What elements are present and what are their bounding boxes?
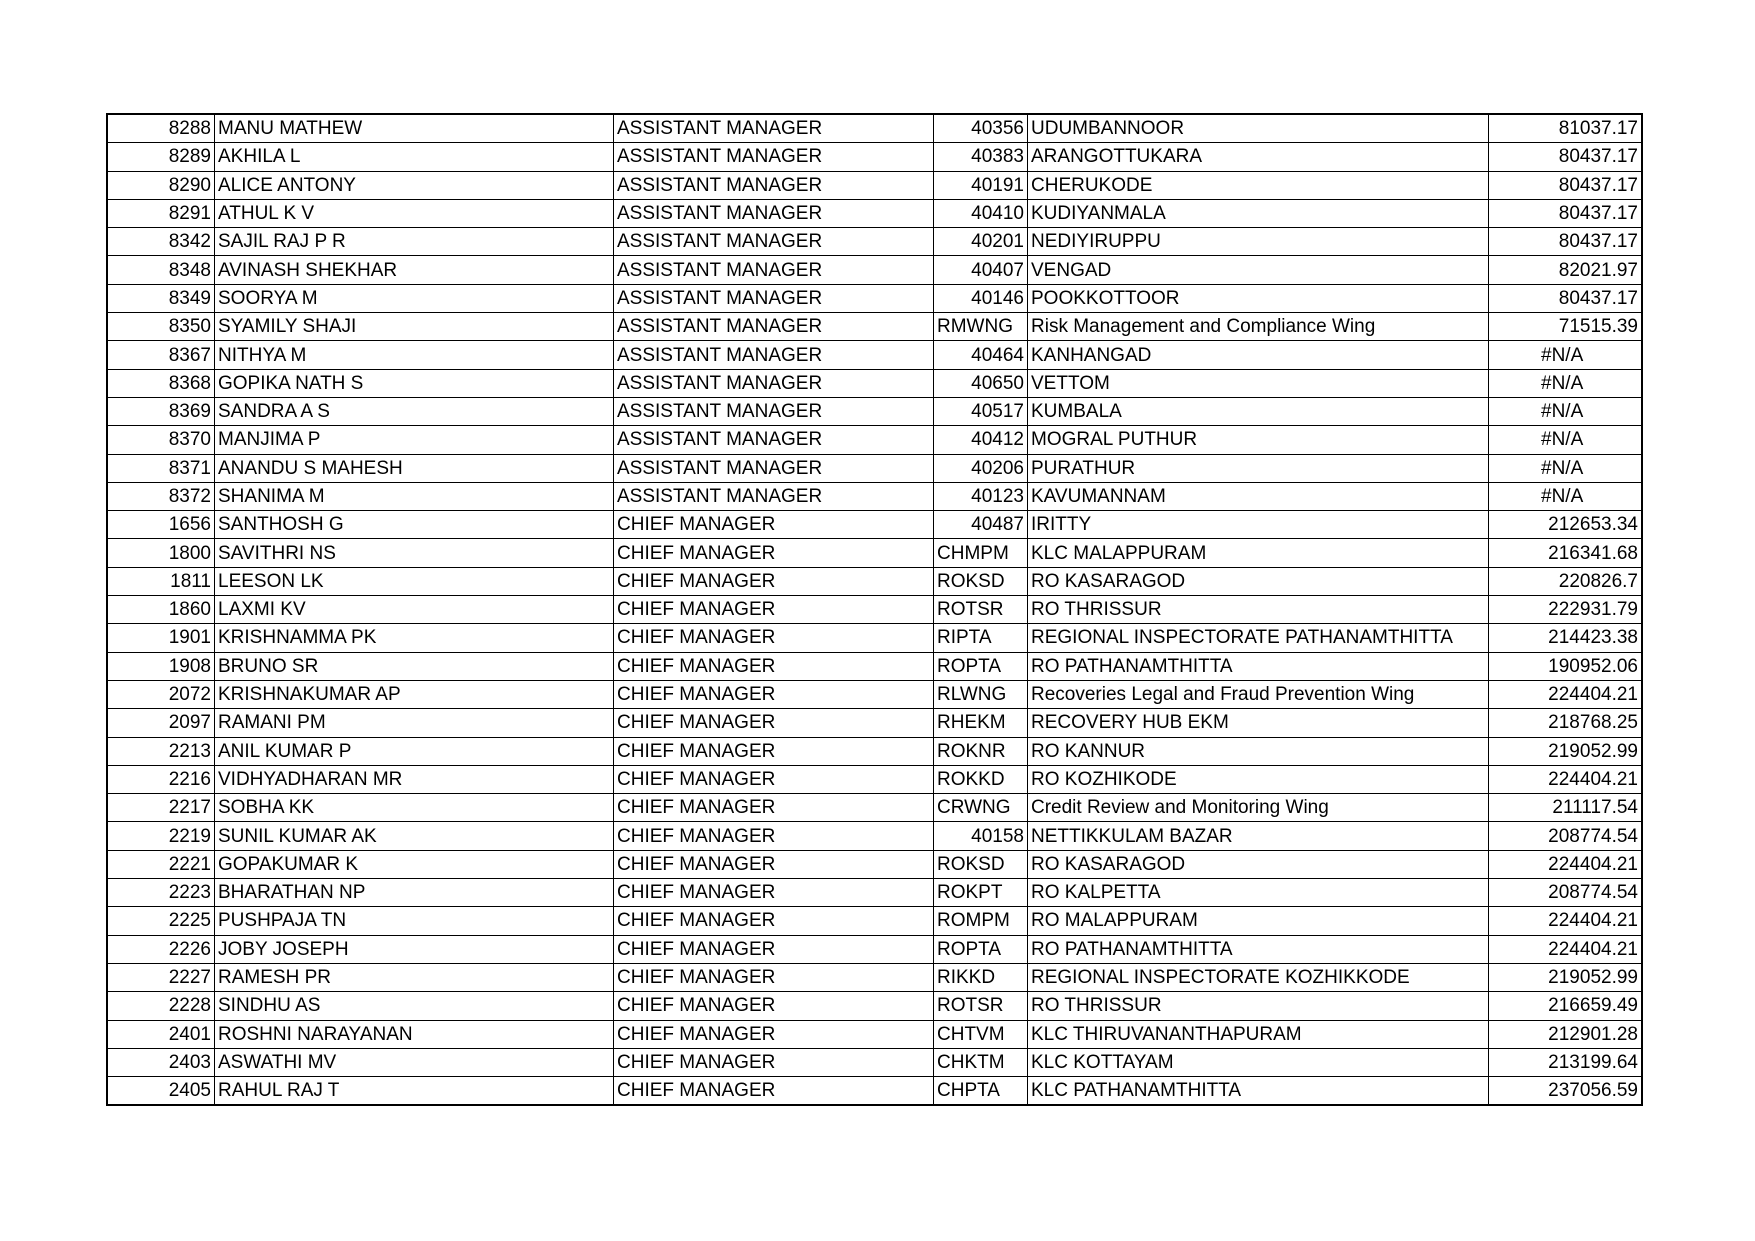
employee-id-cell: 1908 [107,652,215,680]
employee-id-cell: 8348 [107,256,215,284]
office-name-cell: RO THRISSUR [1028,992,1489,1020]
employee-id-cell: 8342 [107,228,215,256]
employee-id-cell: 2225 [107,907,215,935]
designation-cell: ASSISTANT MANAGER [614,341,934,369]
table-row [107,199,1642,227]
table-row [107,907,1642,935]
office-code-cell: 40158 [934,822,1028,850]
table-row [107,794,1642,822]
amount-cell: #N/A [1489,341,1643,369]
employee-id-cell: 8370 [107,426,215,454]
employee-name-cell: SANTHOSH G [215,511,614,539]
amount-cell: 224404.21 [1489,850,1643,878]
table-row [107,482,1642,510]
employee-id-cell: 2219 [107,822,215,850]
office-name-cell: RECOVERY HUB EKM [1028,709,1489,737]
employee-name-cell: PUSHPAJA TN [215,907,614,935]
designation-cell: ASSISTANT MANAGER [614,426,934,454]
amount-cell: 216659.49 [1489,992,1643,1020]
employee-name-cell: NITHYA M [215,341,614,369]
employee-name-cell: KRISHNAMMA PK [215,624,614,652]
office-name-cell: POOKKOTTOOR [1028,284,1489,312]
employee-id-cell: 1800 [107,539,215,567]
office-name-cell: IRITTY [1028,511,1489,539]
office-name-cell: RO KASARAGOD [1028,567,1489,595]
amount-cell: 80437.17 [1489,171,1643,199]
designation-cell: CHIEF MANAGER [614,596,934,624]
designation-cell: CHIEF MANAGER [614,822,934,850]
office-name-cell: KLC PATHANAMTHITTA [1028,1077,1489,1106]
amount-cell: 224404.21 [1489,907,1643,935]
employee-name-cell: AVINASH SHEKHAR [215,256,614,284]
employee-name-cell: GOPIKA NATH S [215,369,614,397]
amount-cell: 214423.38 [1489,624,1643,652]
table-row [107,822,1642,850]
office-code-cell: 40407 [934,256,1028,284]
office-code-cell: 40517 [934,397,1028,425]
designation-cell: CHIEF MANAGER [614,737,934,765]
employee-name-cell: ASWATHI MV [215,1048,614,1076]
office-code-cell: 40650 [934,369,1028,397]
employee-name-cell: SUNIL KUMAR AK [215,822,614,850]
office-name-cell: RO PATHANAMTHITTA [1028,935,1489,963]
office-name-cell: CHERUKODE [1028,171,1489,199]
employee-id-cell: 2097 [107,709,215,737]
office-code-cell: 40383 [934,143,1028,171]
employee-id-cell: 8289 [107,143,215,171]
employee-name-cell: SOORYA M [215,284,614,312]
employee-name-cell: LAXMI KV [215,596,614,624]
employee-name-cell: BRUNO SR [215,652,614,680]
designation-cell: CHIEF MANAGER [614,1020,934,1048]
employee-name-cell: GOPAKUMAR K [215,850,614,878]
table-row [107,397,1642,425]
office-name-cell: KLC KOTTAYAM [1028,1048,1489,1076]
employee-id-cell: 2405 [107,1077,215,1106]
employee-id-cell: 8291 [107,199,215,227]
table-row [107,624,1642,652]
designation-cell: CHIEF MANAGER [614,907,934,935]
table-row [107,426,1642,454]
office-name-cell: NEDIYIRUPPU [1028,228,1489,256]
office-code-cell: ROPTA [934,652,1028,680]
designation-cell: ASSISTANT MANAGER [614,482,934,510]
office-name-cell: Risk Management and Compliance Wing [1028,313,1489,341]
employee-name-cell: SHANIMA M [215,482,614,510]
office-name-cell: VENGAD [1028,256,1489,284]
employee-id-cell: 2226 [107,935,215,963]
employee-name-cell: ATHUL K V [215,199,614,227]
employee-id-cell: 8367 [107,341,215,369]
employee-name-cell: SAJIL RAJ P R [215,228,614,256]
table-row [107,1048,1642,1076]
office-name-cell: PURATHUR [1028,454,1489,482]
amount-cell: 237056.59 [1489,1077,1643,1106]
amount-cell: 80437.17 [1489,143,1643,171]
amount-cell: 212901.28 [1489,1020,1643,1048]
employee-id-cell: 1901 [107,624,215,652]
employee-id-cell: 8372 [107,482,215,510]
table-row [107,935,1642,963]
amount-cell: #N/A [1489,397,1643,425]
employee-name-cell: MANU MATHEW [215,114,614,143]
designation-cell: CHIEF MANAGER [614,539,934,567]
employee-id-cell: 8369 [107,397,215,425]
designation-cell: CHIEF MANAGER [614,709,934,737]
table-row [107,596,1642,624]
employee-name-cell: ROSHNI NARAYANAN [215,1020,614,1048]
employee-id-cell: 2223 [107,879,215,907]
designation-cell: CHIEF MANAGER [614,680,934,708]
designation-cell: ASSISTANT MANAGER [614,143,934,171]
employee-id-cell: 2227 [107,963,215,991]
amount-cell: 208774.54 [1489,822,1643,850]
table-row [107,143,1642,171]
amount-cell: #N/A [1489,426,1643,454]
office-code-cell: ROTSR [934,992,1028,1020]
amount-cell: 80437.17 [1489,284,1643,312]
amount-cell: 208774.54 [1489,879,1643,907]
designation-cell: CHIEF MANAGER [614,567,934,595]
table-row [107,284,1642,312]
employee-id-cell: 2401 [107,1020,215,1048]
amount-cell: 81037.17 [1489,114,1643,143]
office-code-cell: RLWNG [934,680,1028,708]
employee-id-cell: 2216 [107,765,215,793]
employee-id-cell: 2072 [107,680,215,708]
table-row [107,1020,1642,1048]
office-name-cell: KUMBALA [1028,397,1489,425]
amount-cell: 71515.39 [1489,313,1643,341]
office-code-cell: RMWNG [934,313,1028,341]
employee-id-cell: 2221 [107,850,215,878]
office-name-cell: RO KOZHIKODE [1028,765,1489,793]
designation-cell: ASSISTANT MANAGER [614,256,934,284]
amount-cell: 224404.21 [1489,935,1643,963]
table-row [107,850,1642,878]
office-code-cell: ROKPT [934,879,1028,907]
designation-cell: CHIEF MANAGER [614,624,934,652]
office-name-cell: RO KALPETTA [1028,879,1489,907]
office-name-cell: NETTIKKULAM BAZAR [1028,822,1489,850]
amount-cell: 190952.06 [1489,652,1643,680]
office-name-cell: MOGRAL PUTHUR [1028,426,1489,454]
amount-cell: #N/A [1489,454,1643,482]
office-code-cell: ROKSD [934,850,1028,878]
employee-id-cell: 8371 [107,454,215,482]
amount-cell: #N/A [1489,482,1643,510]
employee-id-cell: 8288 [107,114,215,143]
amount-cell: 82021.97 [1489,256,1643,284]
employee-id-cell: 1656 [107,511,215,539]
office-code-cell: ROMPM [934,907,1028,935]
employee-id-cell: 2403 [107,1048,215,1076]
table-row [107,709,1642,737]
office-code-cell: 40410 [934,199,1028,227]
office-code-cell: 40412 [934,426,1028,454]
table-row [107,652,1642,680]
employee-id-cell: 2213 [107,737,215,765]
employee-id-cell: 2228 [107,992,215,1020]
office-name-cell: KANHANGAD [1028,341,1489,369]
office-name-cell: UDUMBANNOOR [1028,114,1489,143]
office-code-cell: 40191 [934,171,1028,199]
amount-cell: #N/A [1489,369,1643,397]
employee-table [106,113,1643,1106]
employee-name-cell: ANIL KUMAR P [215,737,614,765]
employee-name-cell: SOBHA KK [215,794,614,822]
office-name-cell: Credit Review and Monitoring Wing [1028,794,1489,822]
office-name-cell: RO THRISSUR [1028,596,1489,624]
amount-cell: 80437.17 [1489,199,1643,227]
employee-id-cell: 8349 [107,284,215,312]
table-row [107,737,1642,765]
office-name-cell: REGIONAL INSPECTORATE KOZHIKKODE [1028,963,1489,991]
designation-cell: ASSISTANT MANAGER [614,114,934,143]
employee-table-body [107,114,1642,1105]
table-row [107,454,1642,482]
office-code-cell: CHMPM [934,539,1028,567]
office-code-cell: CHTVM [934,1020,1028,1048]
office-code-cell: ROKSD [934,567,1028,595]
designation-cell: ASSISTANT MANAGER [614,454,934,482]
designation-cell: ASSISTANT MANAGER [614,199,934,227]
employee-name-cell: AKHILA L [215,143,614,171]
table-row [107,313,1642,341]
table-row [107,879,1642,907]
office-name-cell: KUDIYANMALA [1028,199,1489,227]
employee-name-cell: ALICE ANTONY [215,171,614,199]
employee-name-cell: BHARATHAN NP [215,879,614,907]
office-code-cell: 40206 [934,454,1028,482]
designation-cell: CHIEF MANAGER [614,935,934,963]
office-name-cell: ARANGOTTUKARA [1028,143,1489,171]
office-code-cell: 40146 [934,284,1028,312]
designation-cell: CHIEF MANAGER [614,511,934,539]
office-name-cell: RO PATHANAMTHITTA [1028,652,1489,680]
amount-cell: 211117.54 [1489,794,1643,822]
table-row [107,992,1642,1020]
employee-id-cell: 8368 [107,369,215,397]
designation-cell: CHIEF MANAGER [614,850,934,878]
amount-cell: 218768.25 [1489,709,1643,737]
designation-cell: CHIEF MANAGER [614,1077,934,1106]
designation-cell: CHIEF MANAGER [614,879,934,907]
office-code-cell: ROTSR [934,596,1028,624]
amount-cell: 224404.21 [1489,680,1643,708]
amount-cell: 216341.68 [1489,539,1643,567]
employee-id-cell: 1811 [107,567,215,595]
office-code-cell: CRWNG [934,794,1028,822]
amount-cell: 222931.79 [1489,596,1643,624]
employee-id-cell: 8350 [107,313,215,341]
table-row [107,963,1642,991]
table-row [107,539,1642,567]
designation-cell: ASSISTANT MANAGER [614,369,934,397]
amount-cell: 219052.99 [1489,963,1643,991]
table-row [107,765,1642,793]
office-code-cell: 40201 [934,228,1028,256]
employee-name-cell: VIDHYADHARAN MR [215,765,614,793]
employee-name-cell: RAHUL RAJ T [215,1077,614,1106]
designation-cell: ASSISTANT MANAGER [614,397,934,425]
employee-name-cell: SYAMILY SHAJI [215,313,614,341]
office-code-cell: ROKNR [934,737,1028,765]
designation-cell: ASSISTANT MANAGER [614,171,934,199]
office-name-cell: KLC MALAPPURAM [1028,539,1489,567]
amount-cell: 224404.21 [1489,765,1643,793]
amount-cell: 219052.99 [1489,737,1643,765]
employee-name-cell: JOBY JOSEPH [215,935,614,963]
amount-cell: 220826.7 [1489,567,1643,595]
employee-name-cell: KRISHNAKUMAR AP [215,680,614,708]
office-code-cell: CHKTM [934,1048,1028,1076]
employee-id-cell: 8290 [107,171,215,199]
table-row [107,369,1642,397]
office-name-cell: RO KASARAGOD [1028,850,1489,878]
office-code-cell: 40123 [934,482,1028,510]
amount-cell: 212653.34 [1489,511,1643,539]
table-row [107,567,1642,595]
table-row [107,256,1642,284]
office-code-cell: 40487 [934,511,1028,539]
designation-cell: CHIEF MANAGER [614,765,934,793]
amount-cell: 80437.17 [1489,228,1643,256]
employee-name-cell: RAMANI PM [215,709,614,737]
table-row [107,680,1642,708]
employee-name-cell: SINDHU AS [215,992,614,1020]
office-code-cell: RIKKD [934,963,1028,991]
office-code-cell: ROPTA [934,935,1028,963]
table-row [107,171,1642,199]
office-name-cell: KLC THIRUVANANTHAPURAM [1028,1020,1489,1048]
employee-name-cell: ANANDU S MAHESH [215,454,614,482]
designation-cell: CHIEF MANAGER [614,992,934,1020]
office-name-cell: Recoveries Legal and Fraud Prevention Wing [1028,680,1489,708]
office-name-cell: VETTOM [1028,369,1489,397]
employee-id-cell: 1860 [107,596,215,624]
office-code-cell: 40356 [934,114,1028,143]
designation-cell: CHIEF MANAGER [614,794,934,822]
employee-name-cell: MANJIMA P [215,426,614,454]
table-row [107,341,1642,369]
designation-cell: CHIEF MANAGER [614,652,934,680]
table-row [107,511,1642,539]
office-name-cell: RO KANNUR [1028,737,1489,765]
table-row [107,1077,1642,1106]
employee-name-cell: RAMESH PR [215,963,614,991]
office-name-cell: REGIONAL INSPECTORATE PATHANAMTHITTA [1028,624,1489,652]
employee-name-cell: SAVITHRI NS [215,539,614,567]
employee-id-cell: 2217 [107,794,215,822]
designation-cell: ASSISTANT MANAGER [614,228,934,256]
office-code-cell: RHEKM [934,709,1028,737]
table-row [107,114,1642,143]
amount-cell: 213199.64 [1489,1048,1643,1076]
office-name-cell: RO MALAPPURAM [1028,907,1489,935]
table-row [107,228,1642,256]
office-name-cell: KAVUMANNAM [1028,482,1489,510]
designation-cell: ASSISTANT MANAGER [614,313,934,341]
office-code-cell: ROKKD [934,765,1028,793]
office-code-cell: RIPTA [934,624,1028,652]
designation-cell: CHIEF MANAGER [614,1048,934,1076]
employee-name-cell: SANDRA A S [215,397,614,425]
office-code-cell: 40464 [934,341,1028,369]
office-code-cell: CHPTA [934,1077,1028,1106]
designation-cell: CHIEF MANAGER [614,963,934,991]
designation-cell: ASSISTANT MANAGER [614,284,934,312]
employee-name-cell: LEESON LK [215,567,614,595]
